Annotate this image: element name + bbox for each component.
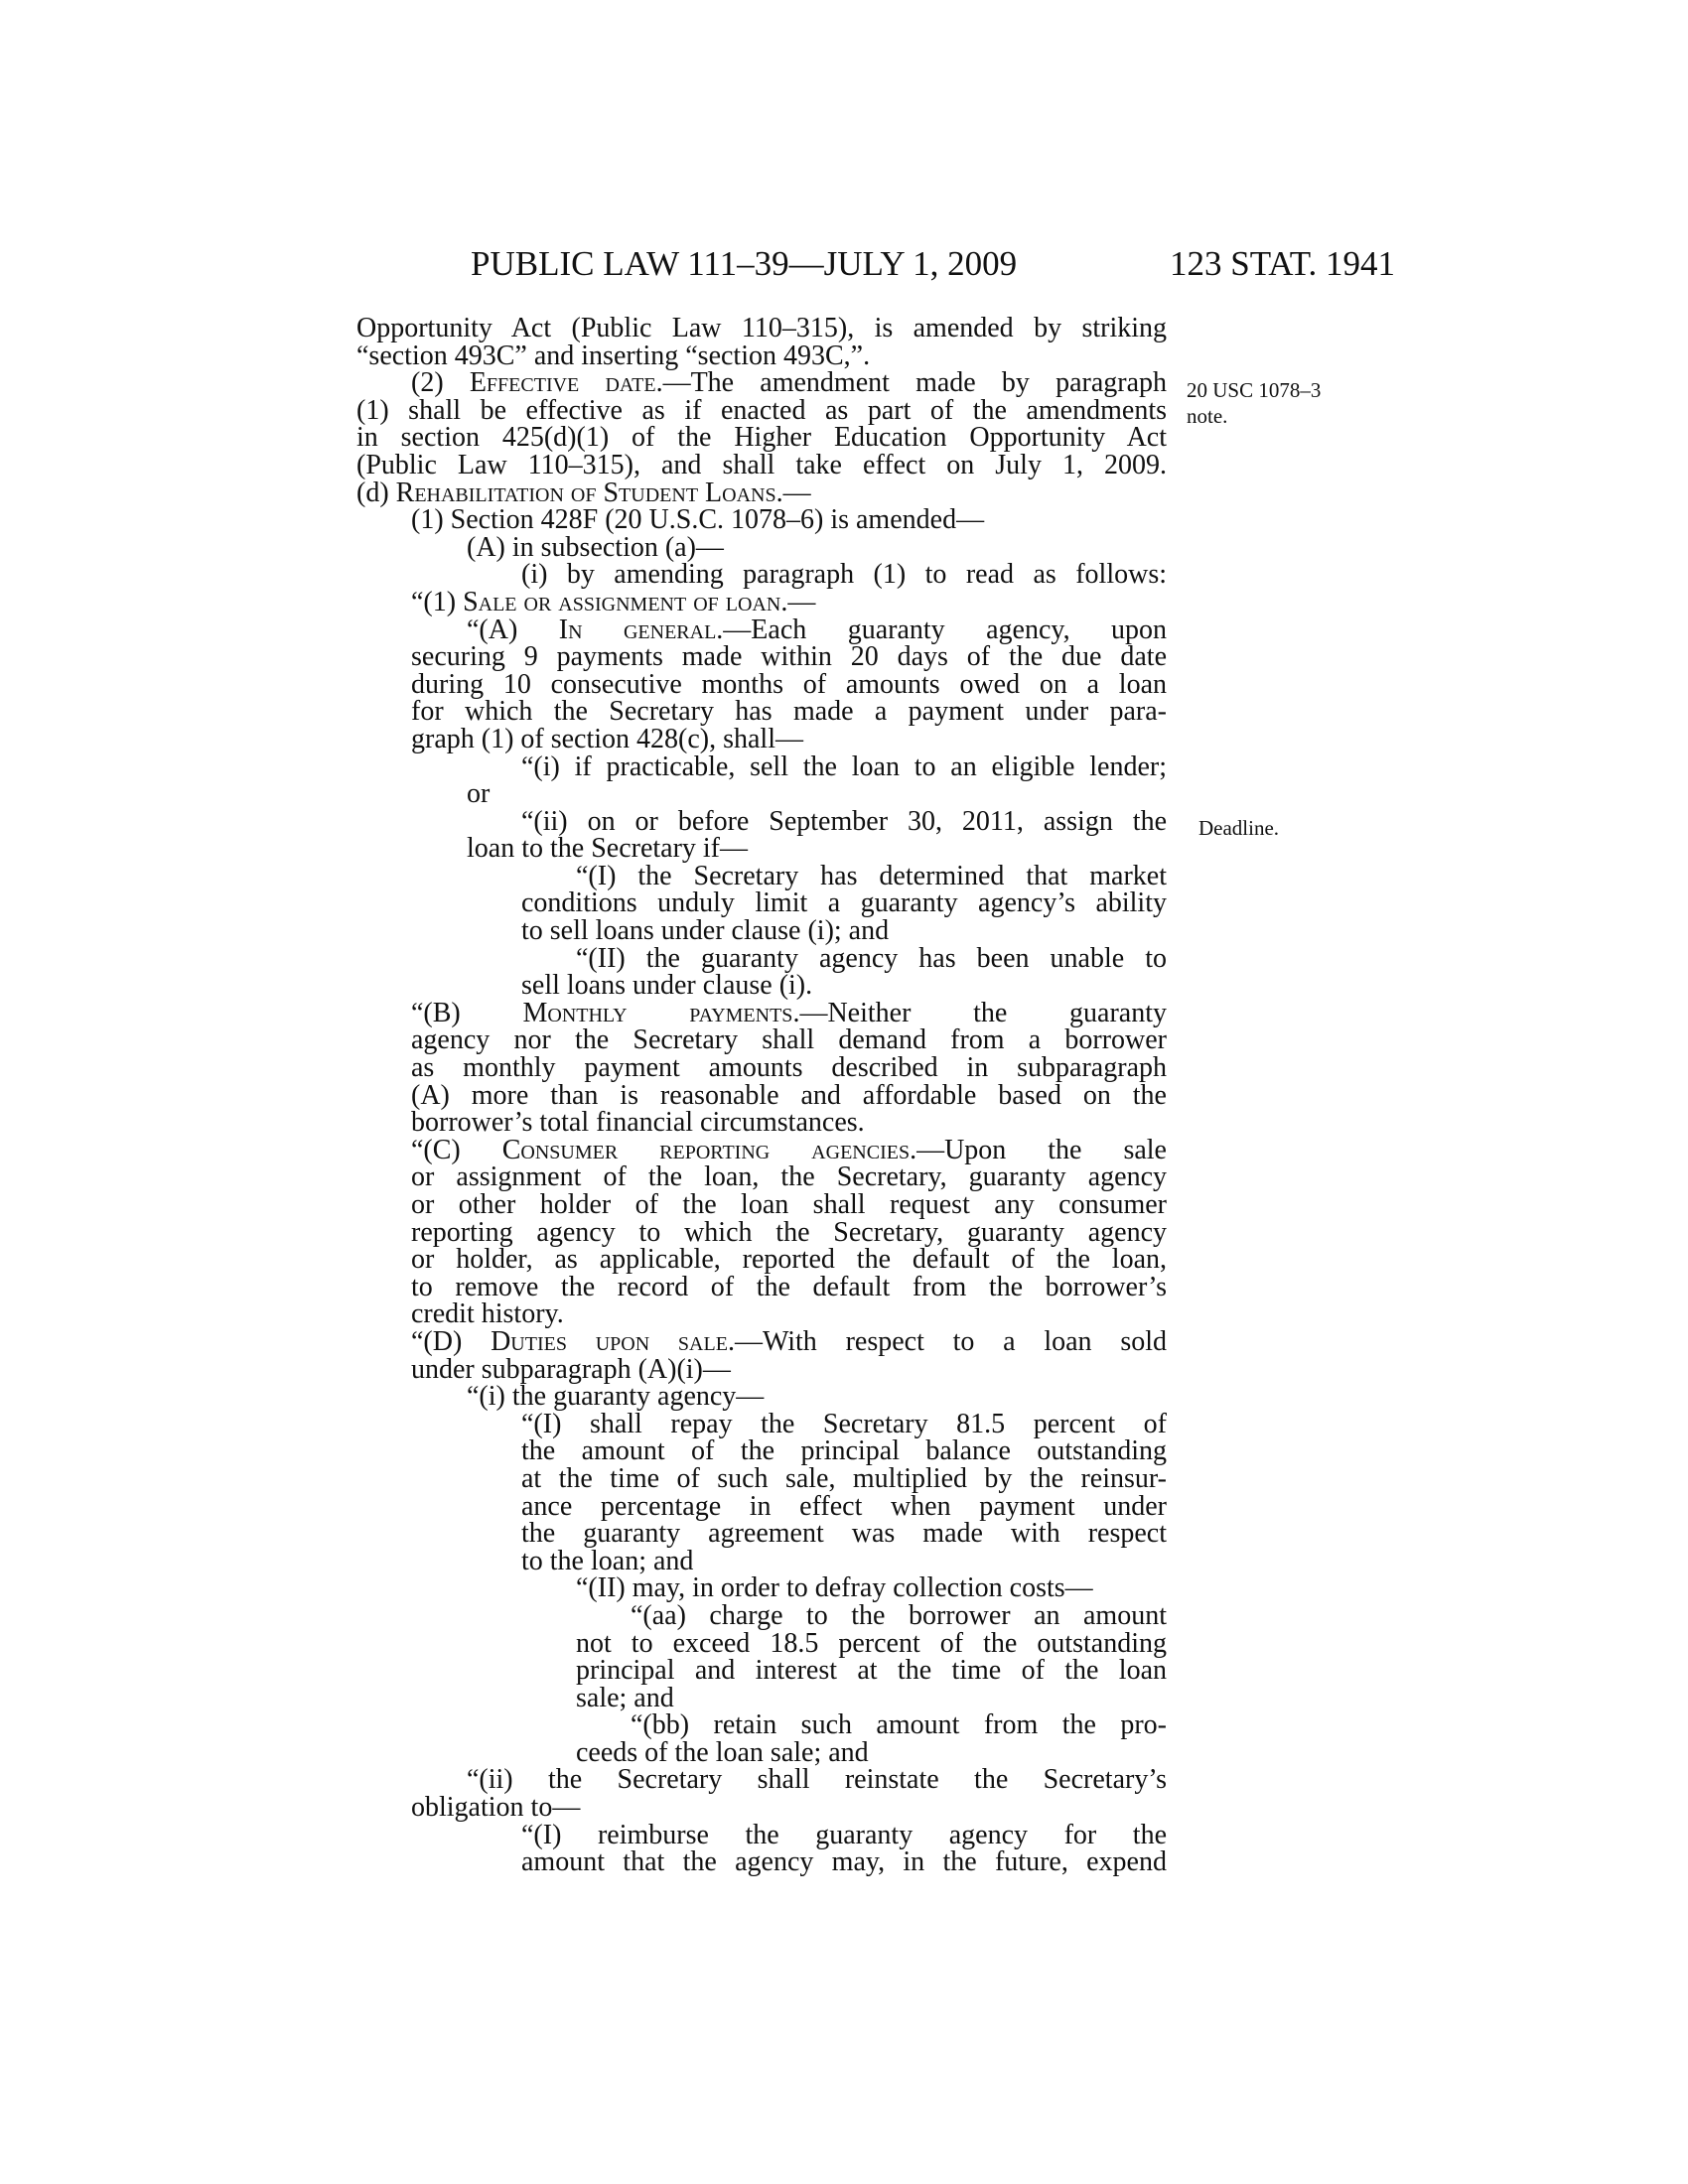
text-line: “(i) if practicable, sell the loan to an eligible lender; [521, 751, 1167, 782]
text-line: not to exceed 18.5 percent of the outstanding [576, 1627, 1167, 1659]
subparagraph-heading: Consumer reporting agencies [501, 1134, 911, 1165]
text-line: “(II) the guaranty agency has been unable to [576, 942, 1167, 974]
subparagraph-number: “(B) [411, 997, 523, 1028]
text-line: “(I) reimburse the guaranty agency for the [521, 1819, 1167, 1850]
text-line: (A) more than is reasonable and affordable based on the [411, 1079, 1167, 1111]
text-line: “(ii) the Secretary shall reinstate the Secretary’s [467, 1764, 1167, 1796]
subparagraph-number: “(C) [411, 1134, 502, 1165]
text-line: amount that the agency may, in the future, expend [521, 1846, 1167, 1878]
subparagraph-number: “(D) [411, 1325, 492, 1357]
text-line: or other holder of the loan shall request any consumer [411, 1189, 1167, 1220]
text-line: the amount of the principal balance outstanding [521, 1435, 1167, 1467]
text-line: or assignment of the loan, the Secretary, guaranty agency [411, 1161, 1167, 1193]
paragraph-heading: Effective date [469, 367, 656, 399]
text-line: (1) shall be effective as if enacted as part of the amendments [356, 394, 1167, 426]
text-line: to sell loans under clause (i); and [521, 915, 890, 947]
text-line: to remove the record of the default from the borrower’s [411, 1271, 1167, 1302]
text-line: for which the Secretary has made a payment under para- [411, 696, 1167, 728]
text-line: principal and interest at the time of the loan [576, 1655, 1167, 1687]
text-line: ceeds of the loan sale; and [576, 1736, 869, 1768]
text-line: “(I) the Secretary has determined that market [576, 860, 1167, 891]
subparagraph-text: .—Upon the sale [910, 1134, 1167, 1165]
subparagraph-heading: Monthly payments [522, 997, 793, 1028]
paragraph-heading: Sale or assignment of loan [463, 586, 781, 617]
text-line-sale-or-assignment [356, 586, 1167, 617]
subparagraph-text: .—Each guaranty agency, upon [716, 614, 1168, 645]
paragraph-text: .— [780, 586, 816, 617]
text-line: reporting agency to which the Secretary, guaranty agency [411, 1216, 1167, 1248]
text-line: at the time of such sale, multiplied by the reinsur- [521, 1462, 1167, 1494]
subparagraph-heading: In general [558, 614, 717, 645]
text-line: in section 425(d)(1) of the Higher Education Opportunity Act [356, 422, 1167, 454]
text-line: loan to the Secretary if— [467, 833, 749, 865]
text-line: ance percentage in effect when payment under [521, 1490, 1167, 1522]
paragraph-text: .—The amendment made by paragraph [655, 367, 1167, 399]
text-line: (Public Law 110–315), and shall take effect on July 1, 2009. [356, 449, 1167, 480]
text-line-in-general [356, 616, 1167, 644]
subsection-heading: Rehabilitation of Student Loans [395, 477, 776, 508]
subparagraph-text: .—Neither the guaranty [792, 997, 1167, 1028]
text-line: borrower’s total financial circumstances. [411, 1107, 865, 1139]
text-line-effective-date [356, 369, 1167, 397]
text-line: “(aa) charge to the borrower an amount [631, 1599, 1167, 1631]
text-line: conditions unduly limit a guaranty agency’s ability [521, 887, 1167, 919]
text-line: under subparagraph (A)(i)— [411, 1353, 731, 1385]
margin-note-usc-citation: 20 USC 1078–3 [1187, 378, 1322, 402]
text-line: sale; and [576, 1682, 674, 1713]
text-line: the guaranty agreement was made with respect [521, 1518, 1167, 1550]
text-line: sell loans under clause (i). [521, 970, 813, 1002]
running-header-title: PUBLIC LAW 111–39—JULY 1, 2009 [471, 244, 1018, 283]
text-line: Opportunity Act (Public Law 110–315), is amended by striking [356, 313, 1167, 343]
document-body [356, 315, 1167, 1876]
text-line: agency nor the Secretary shall demand from a borrower [411, 1024, 1167, 1056]
text-line: obligation to— [411, 1792, 581, 1824]
margin-note-deadline: Deadline. [1198, 816, 1280, 840]
text-line: (1) Section 428F (20 U.S.C. 1078–6) is amended— [411, 504, 985, 536]
text-line: graph (1) of section 428(c), shall— [411, 723, 803, 754]
text-line: securing 9 payments made within 20 days of the due date [411, 641, 1167, 673]
paragraph-number: (2) [411, 367, 470, 399]
text-line: “(ii) on or before September 30, 2011, assign the [521, 805, 1167, 837]
text-line: or [467, 778, 491, 810]
text-line: “(i) the guaranty agency— [467, 1381, 765, 1413]
text-line-duties-upon-sale [356, 1325, 1167, 1357]
text-line: during 10 consecutive months of amounts owed on a loan [411, 668, 1167, 700]
text-line: credit history. [411, 1298, 564, 1330]
margin-note-usc-note: note. [1187, 404, 1228, 428]
text-line: to the loan; and [521, 1545, 694, 1576]
text-line: “(I) shall repay the Secretary 81.5 percent of [521, 1408, 1167, 1439]
subparagraph-text: .—With respect to a loan sold [727, 1325, 1167, 1357]
text-line: “(II) may, in order to defray collection costs— [576, 1572, 1093, 1604]
text-line-monthly-payments [356, 997, 1167, 1028]
text-line: “(bb) retain such amount from the pro- [631, 1709, 1167, 1741]
subsection-number: (d) [356, 477, 396, 508]
text-line: as monthly payment amounts described in subparagraph [411, 1052, 1167, 1084]
text-line: (i) by amending paragraph (1) to read as follows: [521, 559, 1167, 591]
text-line-consumer-reporting [356, 1134, 1167, 1165]
text-line: (A) in subsection (a)— [467, 531, 724, 563]
running-header-page: 123 STAT. 1941 [1170, 244, 1395, 283]
text-line: or holder, as applicable, reported the default of the loan, [411, 1244, 1167, 1276]
subparagraph-heading: Duties upon sale [491, 1325, 728, 1357]
paragraph-number: “(1) [411, 586, 464, 617]
subsection-text: .— [775, 477, 811, 508]
text-line: “section 493C” and inserting “section 493C,”. [356, 340, 871, 371]
subparagraph-number: “(A) [467, 614, 559, 645]
text-line-rehabilitation-heading [356, 479, 1167, 507]
